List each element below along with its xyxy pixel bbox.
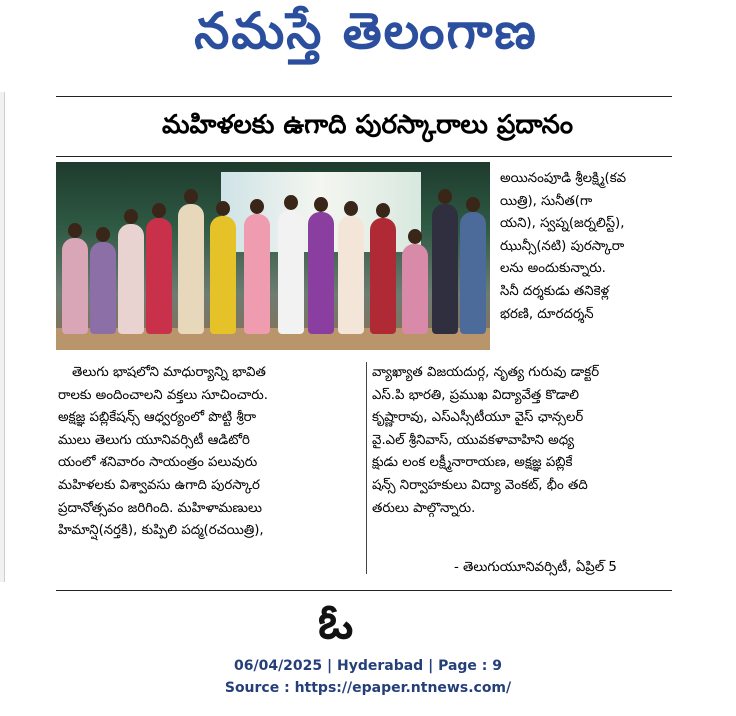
text-line: తరులు పాల్గొన్నారు. — [372, 500, 476, 516]
article-headline: మహిళలకు ఉగాది పురస్కారాలు ప్రదానం — [161, 110, 574, 140]
text-line: అయినంపూడి శ్రీలక్ష్మి(కవ — [500, 171, 627, 186]
photo-person — [338, 216, 364, 334]
headline-top-rule — [56, 96, 672, 97]
photo-person — [370, 218, 396, 334]
photo-person — [62, 238, 88, 334]
text-line: క్షుడు లంక లక్ష్మీనారాయణ, అక్షజ్ఞ పబ్లికే — [372, 455, 573, 471]
photo-person — [432, 204, 458, 334]
article-right-column — [500, 168, 672, 326]
text-line: యని), స్వప్న(జర్నలిస్ట్), — [500, 216, 625, 232]
photo-person — [118, 224, 144, 334]
text-line: ఎస్.పి భారతి, ప్రముఖ విద్యావేత్త కొడాలి — [372, 387, 580, 403]
photo-person — [308, 212, 334, 334]
text-line: ఝున్సీ(నటి) పురస్కారా — [500, 238, 625, 254]
text-line: సినీ దర్శకుడు తనికెళ్ల — [500, 283, 610, 299]
next-article-glyph: ఓ — [318, 594, 354, 650]
photo-person — [244, 214, 270, 334]
article-left-column — [58, 362, 363, 543]
text-line: రాలకు అందించాలని వక్తలు సూచించారు. — [58, 387, 268, 403]
photo-person — [90, 242, 116, 334]
text-line: లను అందుకున్నారు. — [500, 261, 606, 277]
photo-person — [278, 210, 304, 334]
text-line: వ్యాఖ్యాత విజయదుర్గ, నృత్య గురువు డాక్టర్ — [372, 365, 600, 380]
text-line: తెలుగు భాషలోని మాధుర్యాన్ని భావిత — [72, 365, 266, 380]
headline-bottom-rule — [56, 156, 672, 157]
article-byline: - తెలుగుయూనివర్సిటీ, ఏప్రిల్ 5 — [454, 560, 617, 575]
text-line: భరణి, దూరదర్శన్ — [500, 306, 594, 322]
footer-source-link[interactable]: Source : https://epaper.ntnews.com/ — [224, 680, 512, 696]
text-line: కృష్ణారావు, ఎస్ఎస్సీటీయూ వైస్ ఛాన్సలర్ — [372, 410, 584, 426]
text-line: షన్స్ నిర్వాహకులు విద్యా వెంకట్, భీం తది — [372, 477, 588, 493]
photo-person — [178, 204, 204, 334]
photo-person — [146, 218, 172, 334]
text-line: హిమాన్షి(నర్తకి), కుప్పిలి పద్మ(రచయిత్రి), — [58, 523, 264, 539]
text-line: వై.ఎల్ శ్రీనివాస్, యువకళావాహిని అధ్య — [372, 432, 575, 448]
newspaper-masthead: నమస్తే తెలంగాణ — [194, 4, 538, 60]
photo-person — [210, 216, 236, 334]
column-divider — [366, 362, 367, 574]
text-line: ములు తెలుగు యూనివర్సిటీ ఆడిటోరి — [58, 432, 250, 448]
photo-person — [460, 212, 486, 334]
footer-date-edition: 06/04/2025 | Hyderabad | Page : 9 — [233, 658, 503, 674]
adjacent-article-edge — [0, 92, 5, 582]
photo-person — [402, 244, 428, 334]
article-middle-column — [372, 362, 677, 520]
event-photo — [56, 162, 490, 350]
text-line: అక్షజ్ఞ పబ్లికేషన్స్ ఆధ్వర్యంలో పొట్టి శ్రీరా — [58, 410, 257, 426]
text-line: యిత్రి), సునీత(గా — [500, 193, 593, 209]
text-line: యంలో శనివారం సాయంత్రం పలువురు — [58, 455, 258, 471]
text-line: ప్రదానోత్సవం జరిగింది. మహిళామణులు — [58, 500, 263, 516]
article-bottom-rule — [56, 590, 672, 591]
text-line: మహిళలకు విశ్వావసు ఉగాది పురస్కార — [58, 477, 260, 493]
